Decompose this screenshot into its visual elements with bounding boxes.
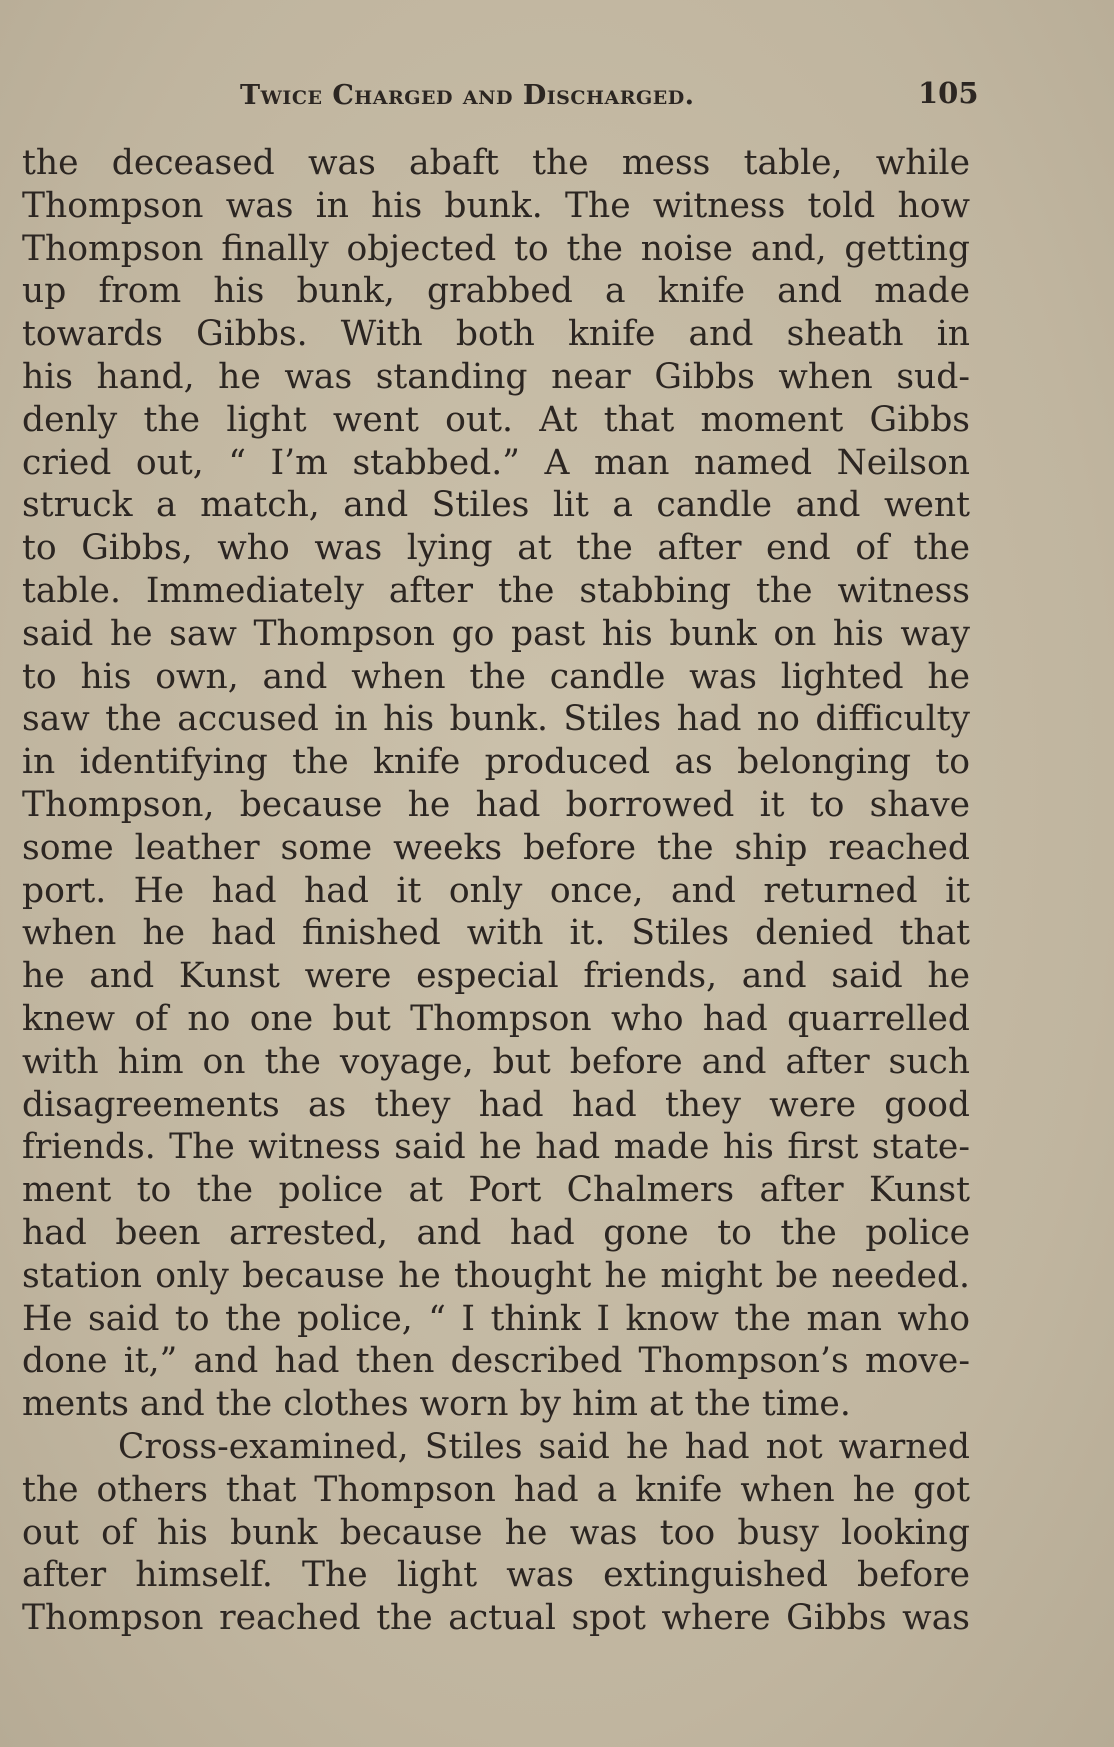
text-line: saw the accused in his bunk. Stiles had no difficulty [22,699,970,740]
text-line: with him on the voyage, but before and after such [22,1041,970,1082]
text-line: his hand, he was standing near Gibbs when sud- [22,356,970,397]
text-line: cried out, “ I’m stabbed.” A man named Neilson [22,442,970,483]
text-line: port. He had had it only once, and returned it [22,870,970,911]
page-number: 105 [918,76,979,110]
text-line: Thompson finally objected to the noise and, getting [22,228,970,269]
text-line: station only because he thought he might be needed. [22,1255,970,1296]
text-line: when he had finished with it. Stiles denied that [22,913,970,954]
text-line: he and Kunst were especial friends, and said he [22,956,970,997]
text-line: Thompson reached the actual spot where Gibbs was [22,1598,970,1639]
text-line: Thompson was in his bunk. The witness told how [22,185,970,226]
running-title: Twice Charged and Discharged. [240,80,695,111]
text-line: to Gibbs, who was lying at the after end of the [22,528,970,569]
text-line: up from his bunk, grabbed a knife and made [22,271,970,312]
text-line: denly the light went out. At that moment Gibbs [22,399,970,440]
text-line: struck a match, and Stiles lit a candle and went [22,485,970,526]
text-line: disagreements as they had had they were good [22,1084,970,1125]
text-line: some leather some weeks before the ship reached [22,827,970,868]
text-line: the others that Thompson had a knife when he got [22,1469,970,1510]
text-line: knew of no one but Thompson who had quarrelled [22,998,970,1039]
text-line: out of his bunk because he was too busy looking [22,1512,970,1553]
text-line: towards Gibbs. With both knife and sheath in [22,314,970,355]
text-line: ment to the police at Port Chalmers after Kunst [22,1170,970,1211]
text-line: the deceased was abaft the mess table, while [22,143,970,183]
paragraph-end-line: ments and the clothes worn by him at the time. [22,1384,851,1425]
paragraph-start-line: Cross-examined, Stiles said he had not warned [118,1426,970,1467]
page-header [0,72,1114,122]
text-line: had been arrested, and had gone to the police [22,1212,970,1253]
text-line: friends. The witness said he had made his first state- [22,1127,970,1168]
text-line: table. Immediately after the stabbing the witness [22,570,970,611]
text-line: He said to the police, “ I think I know the man who [22,1298,970,1339]
text-line: to his own, and when the candle was lighted he [22,656,970,697]
text-line: Thompson, because he had borrowed it to shave [22,784,970,825]
text-line: in identifying the knife produced as belonging to [22,742,970,783]
body-text [22,142,970,1640]
text-line: said he saw Thompson go past his bunk on his way [22,613,970,654]
text-line: after himself. The light was extinguished before [22,1555,970,1596]
text-line: done it,” and had then described Thompson’s move- [22,1341,970,1382]
